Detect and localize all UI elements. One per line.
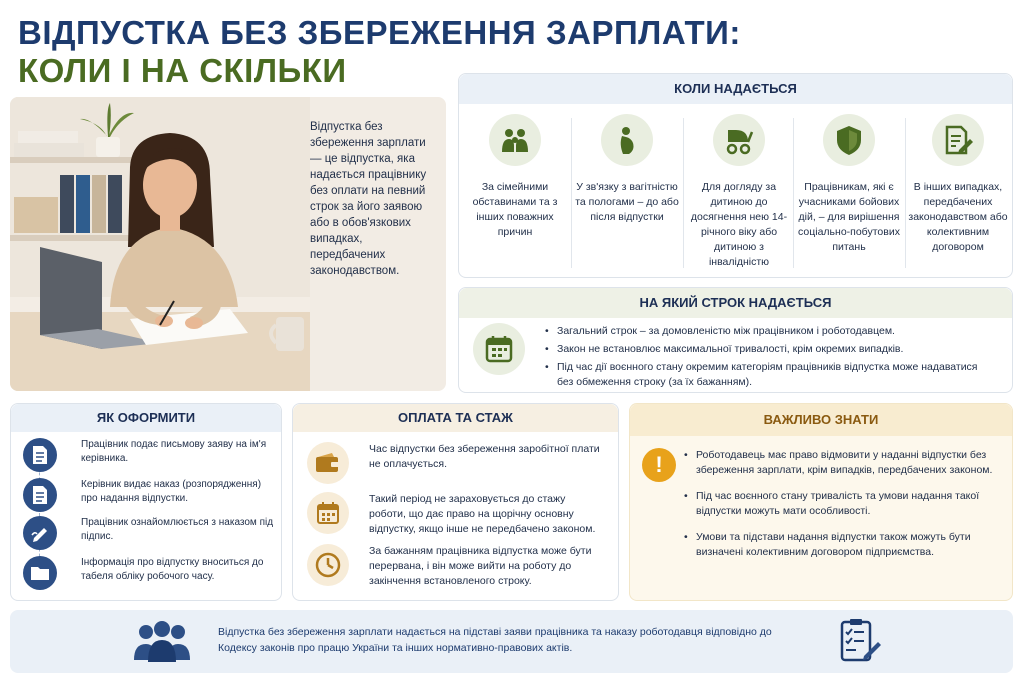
when-item-text: За сімейними обставинами та з інших поважних причин	[472, 181, 558, 238]
footer-banner	[10, 610, 1013, 673]
when-item	[573, 114, 681, 225]
pay-heading: ОПЛАТА ТА СТАЖ	[293, 404, 618, 432]
footer-text: Відпустка без збереження зарплати надається на підставі заяви працівника та наказу роботодавця відповідно до Кодексу законів про працю України та інших нормативно-правових актів.	[218, 626, 772, 654]
intro-card	[10, 97, 446, 391]
warning-icon: !	[642, 448, 676, 482]
when-item	[461, 114, 569, 240]
when-item	[905, 114, 1011, 255]
how-step-text: Працівник подає письмову заяву на ім'я керівника.	[81, 439, 267, 464]
signature-icon	[23, 516, 57, 550]
divider	[571, 118, 572, 268]
calendar-icon	[473, 323, 525, 375]
how-step	[23, 516, 273, 552]
how-step-text: Працівник ознайомлюється з наказом під підпис.	[81, 517, 274, 542]
document-edit-icon	[932, 114, 984, 166]
when-item-text: У зв'язку з вагітністю та пологами – до або після відпустки	[575, 181, 679, 223]
pay-item-text: Час відпустки без збереження заробітної плати не оплачується.	[369, 443, 600, 470]
how-step	[23, 556, 273, 592]
stroller-icon	[713, 114, 765, 166]
pregnancy-icon	[601, 114, 653, 166]
important-item: • Роботодавець має право відмовити у наданні відпустки без збереження зарплати, крім випадків, передбачених законом.	[684, 448, 1004, 478]
how-step	[23, 478, 273, 514]
when-item	[795, 114, 903, 255]
term-item: • Під час дії воєнного стану окремим категоріям працівників відпустка може надаватися без обмеження строку (за їх бажанням).	[545, 360, 985, 390]
intro-text: Відпустка без збереження зарплати — це відпустка, яка надається працівнику без оплати на певний строк за його заявою або в обов'язкових випадках, передбачених законодавством.	[310, 121, 427, 277]
calendar-icon	[307, 492, 349, 534]
clock-icon	[307, 544, 349, 586]
how-panel	[10, 403, 282, 601]
term-item: • Загальний строк – за домовленістю між працівником і роботодавцем.	[545, 324, 985, 339]
important-panel	[629, 403, 1013, 601]
term-heading: НА ЯКИЙ СТРОК НАДАЄТЬСЯ	[459, 288, 1012, 318]
document-icon	[23, 478, 57, 512]
pay-item-text: Такий період не зараховується до стажу роботи, що дає право на щорічну основну відпустку, якщо інше не передбачено законом.	[369, 493, 596, 535]
how-step	[23, 438, 273, 474]
family-icon	[489, 114, 541, 166]
term-item: • Закон не встановлює максимальної тривалості, крім окремих випадків.	[545, 342, 985, 357]
people-icon	[130, 618, 194, 666]
page-title-line1: ВІДПУСТКА БЕЗ ЗБЕРЕЖЕННЯ ЗАРПЛАТИ:	[18, 14, 741, 51]
pay-item-text: За бажанням працівника відпустка може бути перервана, і він може вийти на роботу до закінчення встановленого строку.	[369, 545, 592, 587]
important-heading: ВАЖЛИВО ЗНАТИ	[630, 404, 1012, 436]
divider	[793, 118, 794, 268]
when-item-text: В інших випадках, передбачених законодавством або колективним договором	[908, 181, 1008, 253]
woman-writing-illustration	[10, 97, 310, 391]
document-icon	[23, 438, 57, 472]
wallet-icon	[307, 442, 349, 484]
important-item: • Умови та підстави надання відпустки також можуть бути визначені колективним договором підприємства.	[684, 530, 1004, 560]
divider	[683, 118, 684, 268]
how-heading: ЯК ОФОРМИТИ	[11, 404, 281, 432]
important-list	[684, 448, 1004, 571]
checklist-icon	[834, 616, 884, 666]
term-panel	[458, 287, 1013, 393]
when-panel	[458, 73, 1013, 278]
when-item	[685, 114, 793, 270]
important-item: • Під час воєнного стану тривалість та умови надання такої відпустки можуть мати особливості.	[684, 489, 1004, 519]
how-step-text: Керівник видає наказ (розпорядження) про надання відпустки.	[81, 479, 262, 504]
folder-icon	[23, 556, 57, 590]
when-item-text: Для догляду за дитиною до досягнення нею 14-річного віку або дитиною з інвалідністю	[690, 181, 788, 268]
shield-icon	[823, 114, 875, 166]
term-list	[545, 324, 985, 393]
how-step-text: Інформація про відпустку вноситься до табеля обліку робочого часу.	[81, 557, 264, 582]
pay-panel	[292, 403, 619, 601]
when-item-text: Працівникам, які є учасниками бойових дій, – для вирішення соціально-побутових питань	[798, 181, 900, 253]
when-heading: КОЛИ НАДАЄТЬСЯ	[459, 74, 1012, 104]
page-title-line2: КОЛИ І НА СКІЛЬКИ	[18, 52, 347, 89]
